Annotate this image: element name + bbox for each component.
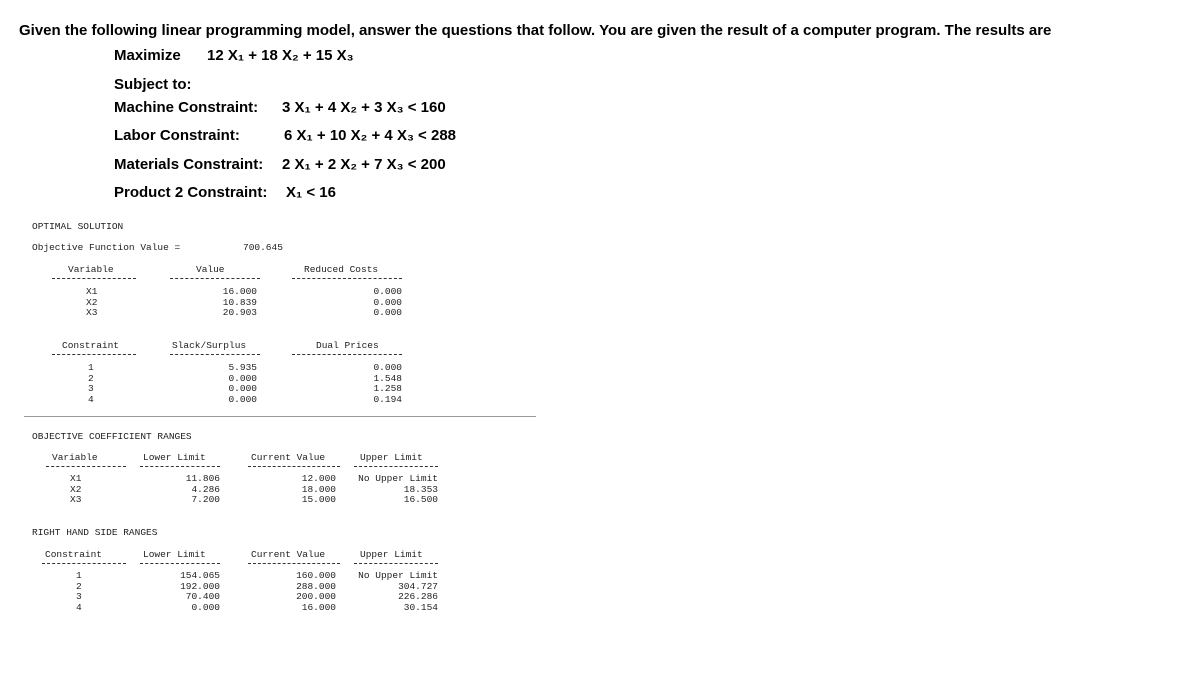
table-cell: X2	[70, 484, 82, 495]
table-cell: 16.500	[403, 494, 438, 505]
table-cell: X3	[70, 494, 82, 505]
table-cell: 288.000	[296, 581, 336, 592]
constraint-label: Materials Constraint:	[114, 156, 264, 173]
table-cell: X2	[86, 297, 98, 308]
header-underline	[46, 466, 126, 467]
problem-intro: Given the following linear programming model, answer the questions that follow. You are given the result of a computer program. The results are	[19, 22, 1052, 39]
table-cell: 0.000	[228, 373, 257, 384]
column-header: Upper Limit	[360, 549, 423, 560]
header-underline	[42, 563, 126, 564]
header-underline	[354, 563, 438, 564]
header-underline	[354, 466, 438, 467]
table-cell: 1	[88, 362, 94, 373]
table-cell: 4	[76, 602, 82, 613]
column-header: Variable	[68, 264, 114, 275]
table-cell: 15.000	[301, 494, 336, 505]
column-header: Upper Limit	[360, 452, 423, 463]
column-header: Constraint	[62, 340, 120, 351]
table-cell: 12.000	[301, 473, 336, 484]
header-underline	[140, 466, 220, 467]
constraint-expression: 3 X₁ + 4 X₂ + 3 X₃ < 160	[282, 99, 446, 116]
header-underline	[292, 354, 402, 355]
column-header: Lower Limit	[143, 452, 206, 463]
table-cell: 16.000	[301, 602, 336, 613]
table-cell: 18.000	[301, 484, 336, 495]
table-cell: 3	[88, 383, 94, 394]
header-underline	[170, 278, 260, 279]
table-cell: 304.727	[398, 581, 438, 592]
optimal-solution-title: OPTIMAL SOLUTION	[32, 221, 124, 232]
header-underline	[170, 354, 260, 355]
constraint-expression: 2 X₁ + 2 X₂ + 7 X₃ < 200	[282, 156, 446, 173]
table-cell: 2	[88, 373, 94, 384]
column-header: Reduced Costs	[304, 264, 379, 275]
column-header: Dual Prices	[316, 340, 379, 351]
table-cell: 11.806	[185, 473, 220, 484]
table-cell: 0.000	[373, 362, 402, 373]
column-header: Variable	[52, 452, 98, 463]
table-cell: 0.000	[228, 394, 257, 405]
section-divider	[24, 416, 536, 417]
column-header: Constraint	[45, 549, 103, 560]
header-underline	[248, 466, 340, 467]
column-header: Slack/Surplus	[172, 340, 247, 351]
table-cell: 2	[76, 581, 82, 592]
header-underline	[52, 354, 136, 355]
rhs-ranges-title: RIGHT HAND SIDE RANGES	[32, 527, 158, 538]
objective-expression: 12 X₁ + 18 X₂ + 15 X₃	[207, 47, 354, 64]
table-cell: 10.839	[222, 297, 257, 308]
column-header: Value	[196, 264, 225, 275]
table-cell: X1	[86, 286, 98, 297]
table-cell: 0.000	[191, 602, 220, 613]
header-underline	[52, 278, 136, 279]
constraint-expression: 6 X₁ + 10 X₂ + 4 X₃ < 288	[284, 127, 457, 144]
table-cell: 30.154	[403, 602, 438, 613]
table-cell: 0.000	[373, 286, 402, 297]
table-cell: 200.000	[296, 591, 336, 602]
objective-ranges-title: OBJECTIVE COEFFICIENT RANGES	[32, 431, 192, 442]
table-cell: X3	[86, 307, 98, 318]
table-cell: 226.286	[398, 591, 438, 602]
header-underline	[292, 278, 402, 279]
table-cell: No Upper Limit	[358, 570, 438, 581]
objective-label: Maximize	[114, 47, 181, 64]
table-cell: 1	[76, 570, 82, 581]
table-cell: No Upper Limit	[358, 473, 438, 484]
table-cell: 0.000	[373, 307, 402, 318]
table-cell: 3	[76, 591, 82, 602]
table-cell: 4.286	[191, 484, 220, 495]
column-header: Current Value	[251, 452, 326, 463]
subject-to-label: Subject to:	[114, 76, 192, 93]
table-cell: 20.903	[222, 307, 257, 318]
column-header: Current Value	[251, 549, 326, 560]
table-cell: 70.400	[185, 591, 220, 602]
table-cell: 7.200	[191, 494, 220, 505]
objective-value: 700.645	[243, 242, 283, 253]
table-cell: 0.194	[373, 394, 402, 405]
table-cell: 192.000	[180, 581, 220, 592]
table-cell: 154.065	[180, 570, 220, 581]
table-cell: 5.935	[228, 362, 257, 373]
constraint-label: Machine Constraint:	[114, 99, 259, 116]
objective-value-label: Objective Function Value =	[32, 242, 181, 253]
table-cell: 160.000	[296, 570, 336, 581]
table-cell: 0.000	[373, 297, 402, 308]
table-cell: 1.258	[373, 383, 402, 394]
constraint-label: Product 2 Constraint:	[114, 184, 268, 201]
header-underline	[248, 563, 340, 564]
table-cell: 1.548	[373, 373, 402, 384]
table-cell: 16.000	[222, 286, 257, 297]
column-header: Lower Limit	[143, 549, 206, 560]
table-cell: 18.353	[403, 484, 438, 495]
header-underline	[140, 563, 220, 564]
table-cell: 0.000	[228, 383, 257, 394]
table-cell: 4	[88, 394, 94, 405]
constraint-label: Labor Constraint:	[114, 127, 240, 144]
table-cell: X1	[70, 473, 82, 484]
constraint-expression: X₁ < 16	[286, 184, 336, 201]
